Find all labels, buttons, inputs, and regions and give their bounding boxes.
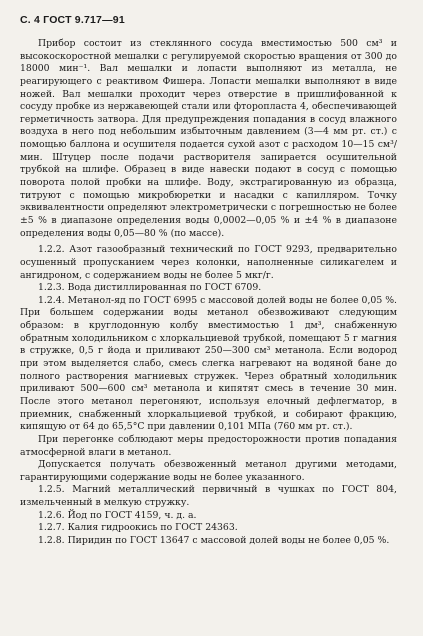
paragraph-1-2-5: 1.2.5. Магний металлический первичный в чушках по ГОСТ 804, измельченный в мелкую стружку.: [20, 484, 397, 509]
paragraph-1-2-2: 1.2.2. Азот газообразный технический по ГОСТ 9293, предварительно осушенный пропусканием через колонки, наполненные силикагелем и ангидроном, с содержанием воды не более 5 мкг/г.: [20, 244, 397, 281]
paragraph-1-2-8: 1.2.8. Пиридин по ГОСТ 13647 с массовой долей воды не более 0,05 %.: [38, 534, 390, 546]
paragraph-apparatus-description: Прибор состоит из стеклянного сосуда вместимостью 500 см³ и высокоскоростной мешалки с регулируемой скоростью вращения от 300 до 18000 мин⁻¹. Вал мешалки и лопасти выполняют из металла, не реагирующего с реактивом Фишера. Лопасти мешалки выполняют в виде ножей. Вал мешалки проходит через отверстие в пришлифованной к сосуду пробке из нержавеющей стали или фторопласта 4, обеспечивающей герметичность затвора. Для предупреждения попадания в сосуд влажного воздуха в него под небольшим избыточным давлением (3—4 мм рт. ст.) с помощью баллона и осушителя подается сухой азот с расходом 10—15 см³/мин. Штуцер после подачи растворителя запирается осушительной трубкой на шлифе. Образец в виде навески подают в сосуд с помощью поворота полой пробки на шлифе. Воду, экстрагированную из образца, титруют с помощью микробюретки и насадки с капилляром. Точку эквивалентности определяют электрометрически с погрешностью не более ±5 % в диапазоне определения воды 0,0002—0,05 % и ±4 % в диапазоне определения воды 0,05—80 % (по массе).: [20, 38, 397, 239]
document-body: [20, 38, 397, 548]
paragraph-1-2-7: 1.2.7. Калия гидроокись по ГОСТ 24363.: [38, 522, 238, 534]
paragraph-1-2-4: 1.2.4. Метанол-яд по ГОСТ 6995 с массовой долей воды не более 0,05 %. При большем содержании воды метанол обезвоживают следующим образом: в круглодонную колбу вместимостью 1 дм³, снабженную обратным холодильником с хлоркальциевой трубкой, помещают 5 г магния в стружке, 0,5 г йода и приливают 250—300 см³ метанола. Если водород при этом выделяется слабо, смесь слегка нагревают на водяной бане до полного растворения магниевых стружек. Через обратный холодильник приливают 500—600 см³ метанола и кипятят смесь в течение 30 мин. После этого метанол перегоняют, используя елочный дефлегматор, в приемник, снабженный хлоркальциевой трубкой, и собирают фракцию, кипящую от 64 до 65,5°С при давлении 0,101 МПа (760 мм рт. ст.).: [20, 294, 397, 433]
paragraph-alternative-method: Допускается получать обезвоженный метанол другими методами, гарантирующими содержание воды не более указанного.: [20, 459, 397, 483]
paragraph-distillation-note: При перегонке соблюдают меры предосторожности против попадания атмосферной влаги в метанол.: [20, 433, 397, 458]
paragraph-1-2-6: 1.2.6. Йод по ГОСТ 4159, ч. д. а.: [38, 509, 197, 521]
paragraph-1-2-3: 1.2.3. Вода дистиллированная по ГОСТ 6709.: [38, 282, 262, 294]
page-header: С. 4 ГОСТ 9.717—91: [20, 14, 125, 26]
